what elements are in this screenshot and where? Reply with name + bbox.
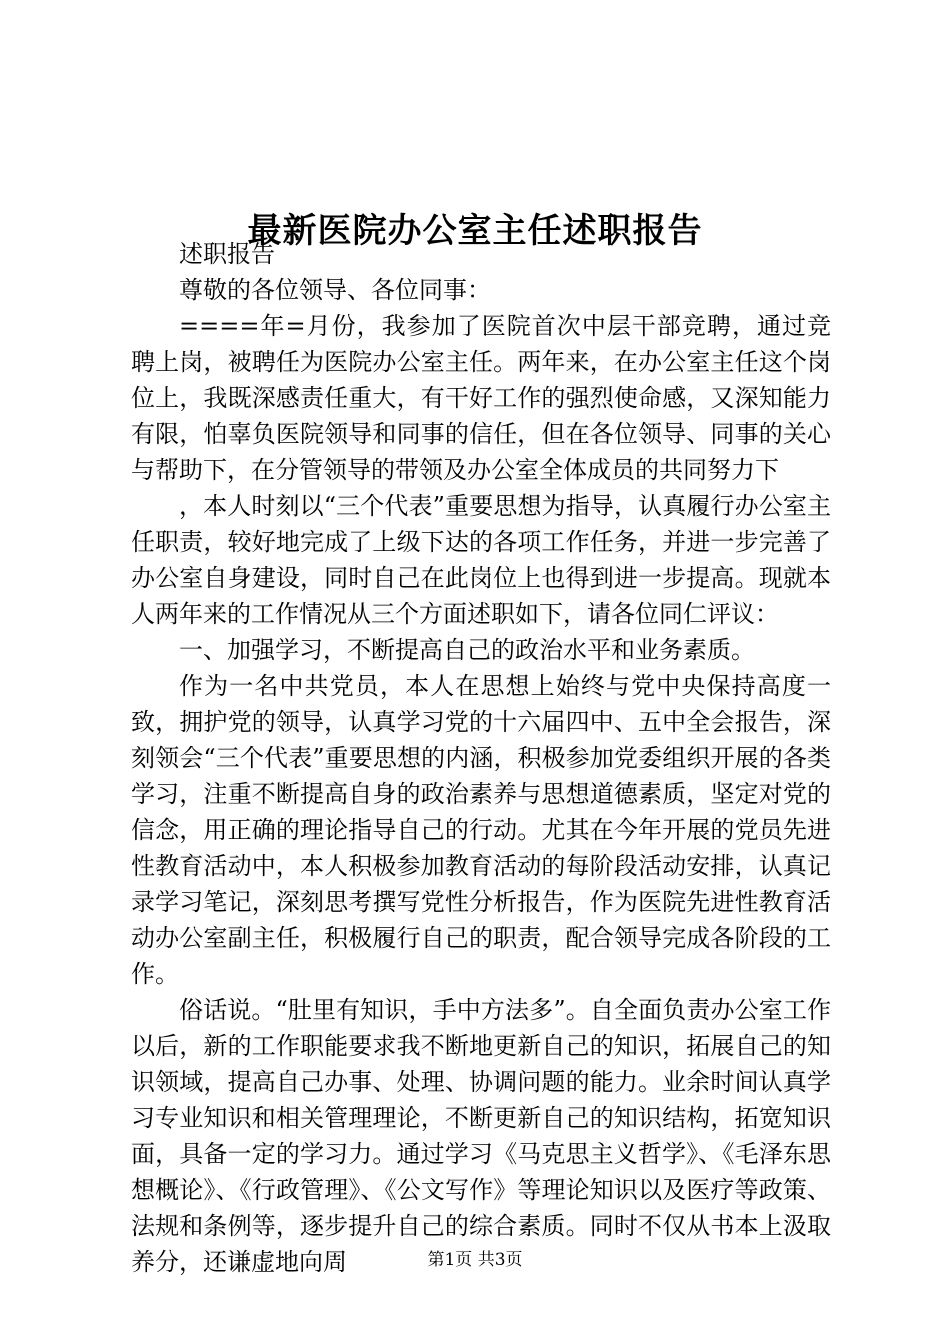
document-title: 最新医院办公室主任述职报告 bbox=[247, 210, 703, 251]
paragraph-intro-continued: ，本人时刻以“三个代表”重要思想为指导，认真履行办公室主任职责，较好地完成了上级下达的各项工作任务，并进一步完善了办公室自身建设，同时自己在此岗位上也得到进一步提高。现就本人两年来的工作情况从三个方面述职如下，请各位同仁评议： bbox=[131, 492, 831, 628]
paragraph-intro: ====年=月份，我参加了医院首次中层干部竞聘，通过竞聘上岗，被聘任为医院办公室主任。两年来，在办公室主任这个岗位上，我既深感责任重大，有干好工作的强烈使命感，又深知能力有限，怕辜负医院领导和同事的信任，但在各位领导、同事的关心与帮助下，在分管领导的带领及办公室全体成员的共同努力下 bbox=[131, 312, 831, 484]
section-heading-study: 一、加强学习，不断提高自己的政治水平和业务素质。 bbox=[179, 636, 755, 664]
page-number: 第1页 共3页 bbox=[427, 1250, 523, 1270]
paragraph-party-member: 作为一名中共党员，本人在思想上始终与党中央保持高度一致，拥护党的领导，认真学习党的十六届四中、五中全会报告，深刻领会“三个代表”重要思想的内涵，积极参加党委组织开展的各类学习，注重不断提高自身的政治素养与思想道德素质，坚定对党的信念，用正确的理论指导自己的行动。尤其在今年开展的党员先进性教育活动中，本人积极参加教育活动的每阶段活动安排，认真记录学习笔记，深刻思考撰写党性分析报告，作为医院先进性教育活动办公室副主任，积极履行自己的职责，配合领导完成各阶段的工作。 bbox=[131, 672, 831, 988]
paragraph-knowledge: 俗话说。“肚里有知识，手中方法多”。自全面负责办公室工作以后，新的工作职能要求我不断地更新自己的知识，拓展自己的知识领域，提高自己办事、处理、协调问题的能力。业余时间认真学习专业知识和相关管理理论，不断更新自己的知识结构，拓宽知识面，具备一定的学习力。通过学习《马克思主义哲学》、《毛泽东思想概论》、《行政管理》、《公文写作》等理论知识以及医疗等政策、法规和条例等，逐步提升自己的综合素质。同时不仅从书本上汲取养分，还谦虚地向周 bbox=[131, 996, 831, 1276]
paragraph-heading: 述职报告 bbox=[179, 240, 275, 268]
paragraph-salutation: 尊敬的各位领导、各位同事： bbox=[179, 276, 491, 304]
document-body bbox=[131, 236, 831, 1280]
